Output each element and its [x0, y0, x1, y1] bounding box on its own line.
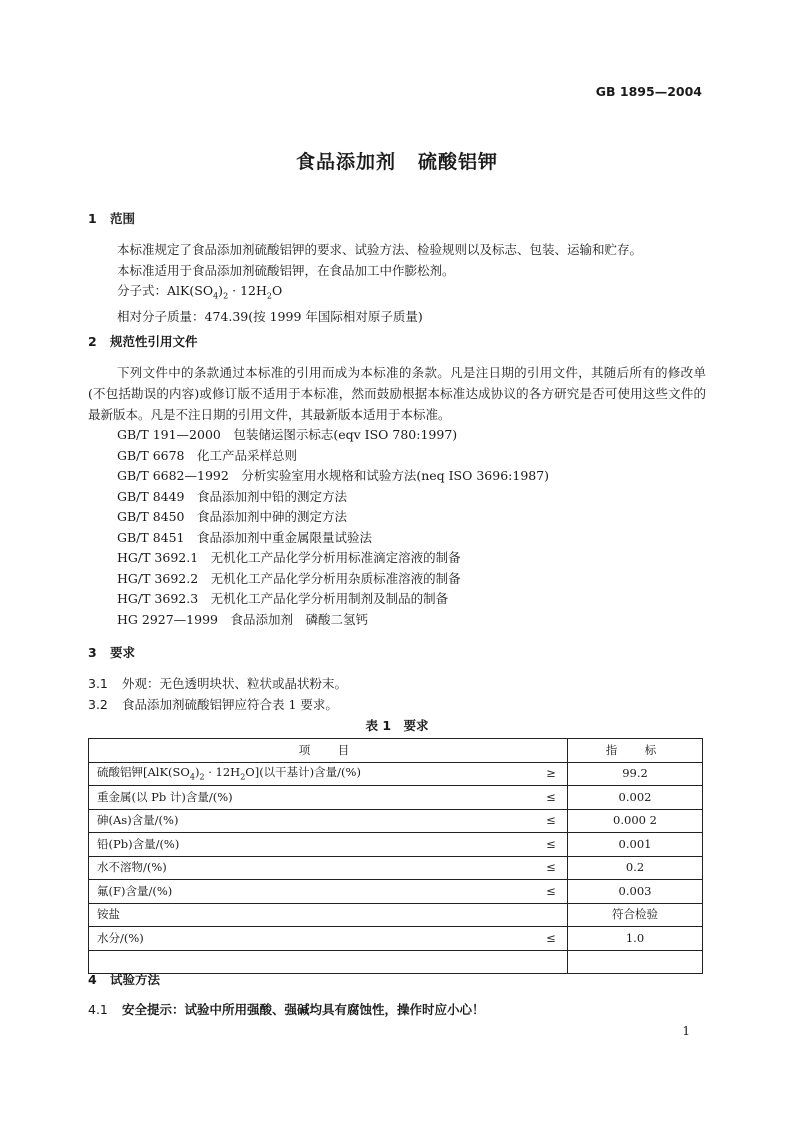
row-value: 0.003: [568, 880, 703, 904]
section-title: 试验方法: [110, 972, 161, 987]
row-symbol: ≤: [535, 833, 568, 857]
row-value: [568, 950, 703, 974]
reference-item: GB/T 6682—1992 分析实验室用水规格和试验方法(neq ISO 3696:1987): [117, 468, 550, 483]
row-symbol: ≥: [535, 762, 568, 786]
section-3-heading: [88, 645, 135, 661]
formula-label: 分子式：: [117, 283, 168, 298]
row-symbol: [535, 950, 568, 974]
item-subscript: 2: [199, 772, 205, 782]
formula-subscript: 2: [266, 291, 272, 301]
table-header-row: [89, 739, 703, 763]
row-item: 砷(As)含量/(%): [89, 809, 536, 833]
formula-part: ): [218, 283, 224, 298]
standard-code: GB 1895—2004: [595, 84, 702, 99]
clause-number: 4.1: [88, 1002, 108, 1017]
row-item: 氟(F)含量/(%): [89, 880, 536, 904]
section-number: 1: [88, 211, 97, 226]
reference-item: HG/T 3692.2 无机化工产品化学分析用杂质标准溶液的制备: [117, 570, 461, 586]
item-subscript: 4: [189, 772, 195, 782]
formula-part: AlK(SO: [167, 283, 214, 298]
row-item: [89, 950, 536, 974]
table-row: [89, 856, 703, 880]
table-caption: 表 1 要求: [365, 718, 429, 733]
row-item: 铅(Pb)含量/(%): [89, 833, 536, 857]
row-symbol: ≤: [535, 880, 568, 904]
row-value: 符合检验: [568, 903, 703, 927]
reference-item: HG/T 3692.1 无机化工产品化学分析用标准滴定溶液的制备: [117, 550, 461, 565]
page-number: 1: [682, 1024, 690, 1038]
row-symbol: ≤: [535, 809, 568, 833]
formula-subscript: 2: [223, 291, 229, 301]
section-number: 4: [88, 972, 97, 987]
reference-item: GB/T 191—2000 包装储运图示标志(eqv ISO 780:1997): [117, 427, 458, 442]
section-2-body: [88, 362, 706, 630]
title-part-2: 硫酸铝钾: [418, 151, 499, 173]
reference-item: GB/T 8451 食品添加剂中重金属限量试验法: [117, 529, 373, 545]
clause-3-2: [88, 697, 338, 713]
molecular-formula: [88, 281, 706, 307]
table-row: [89, 833, 703, 857]
row-item: 水分/(%): [89, 927, 536, 951]
section-2-heading: [88, 334, 198, 350]
title-part-1: 食品添加剂: [295, 151, 396, 173]
reference-item: GB/T 6678 化工产品采样总则: [117, 447, 298, 463]
clause-text: 食品添加剂硫酸铝钾应符合表 1 要求。: [122, 697, 338, 712]
section-number: 2: [88, 334, 97, 349]
section-title: 范围: [110, 211, 136, 226]
row-value: 0.001: [568, 833, 703, 857]
clause-text: 安全提示：试验中所用强酸、强碱均具有腐蚀性，操作时应小心！: [122, 1002, 485, 1017]
row-item: 水不溶物/(%): [89, 856, 536, 880]
reference-item: GB/T 8450 食品添加剂中砷的测定方法: [117, 509, 348, 524]
row-value: 1.0: [568, 927, 703, 951]
row-value: 0.2: [568, 856, 703, 880]
row-symbol: ≤: [535, 927, 568, 951]
clause-4-1: [88, 1002, 485, 1018]
formula-part: O: [271, 283, 283, 298]
table-row: [89, 880, 703, 904]
requirements-table: [88, 738, 703, 974]
clause-number: 3.2: [88, 697, 108, 712]
row-value: 0.002: [568, 786, 703, 810]
header-value: 指 标: [568, 739, 703, 763]
row-value: 0.000 2: [568, 809, 703, 833]
item-part: ): [194, 764, 200, 779]
clause-number: 3.1: [88, 676, 108, 691]
scope-line: 本标准适用于食品添加剂硫酸铝钾，在食品加工中作膨松剂。: [117, 262, 455, 278]
table-row: [89, 762, 703, 786]
page-title: [0, 150, 794, 175]
section-title: 要求: [110, 645, 136, 660]
table-row: [89, 809, 703, 833]
table-row: [89, 903, 703, 927]
molecular-mass: 相对分子质量：474.39(按 1999 年国际相对原子质量): [117, 309, 423, 324]
reference-item: HG/T 3692.3 无机化工产品化学分析用制剂及制品的制备: [117, 591, 449, 606]
section-1-body: [88, 240, 706, 328]
item-part: 硫酸铝钾[AlK(SO: [97, 764, 190, 779]
table-row: [89, 950, 703, 974]
item-subscript: 2: [240, 772, 246, 782]
item-part: · 12H: [204, 764, 241, 779]
row-item: [89, 762, 536, 786]
references-intro: 下列文件中的条款通过本标准的引用而成为本标准的条款。凡是注日期的引用文件，其随后所有的修改单(不包括勘误的内容)或修订版不适用于本标准，然而鼓励根据本标准达成协议的各方研究是否可使用这些文件的最新版本。凡是不注日期的引用文件，其最新版本适用于本标准。: [88, 365, 706, 422]
row-value: 99.2: [568, 762, 703, 786]
row-symbol: ≤: [535, 786, 568, 810]
row-item: 重金属(以 Pb 计)含量/(%): [89, 786, 536, 810]
reference-item: HG 2927—1999 食品添加剂 磷酸二氢钙: [117, 611, 368, 627]
item-part: O](以干基计)含量/(%): [245, 764, 361, 779]
scope-line: 本标准规定了食品添加剂硫酸铝钾的要求、试验方法、检验规则以及标志、包装、运输和贮存。: [117, 242, 643, 257]
section-title: 规范性引用文件: [110, 334, 198, 349]
row-symbol: [535, 903, 568, 927]
section-number: 3: [88, 645, 97, 660]
formula-part: · 12H: [228, 283, 267, 298]
section-1-heading: [88, 211, 135, 227]
formula-subscript: 4: [213, 291, 219, 301]
reference-item: GB/T 8449 食品添加剂中铅的测定方法: [117, 488, 348, 504]
row-symbol: ≤: [535, 856, 568, 880]
clause-text: 外观：无色透明块状、粒状或晶状粉末。: [122, 676, 348, 691]
table-row: [89, 786, 703, 810]
table-row: [89, 927, 703, 951]
section-4-heading: [88, 972, 160, 988]
row-item: 铵盐: [89, 903, 536, 927]
clause-3-1: [88, 676, 347, 692]
header-item: 项 目: [89, 739, 568, 763]
